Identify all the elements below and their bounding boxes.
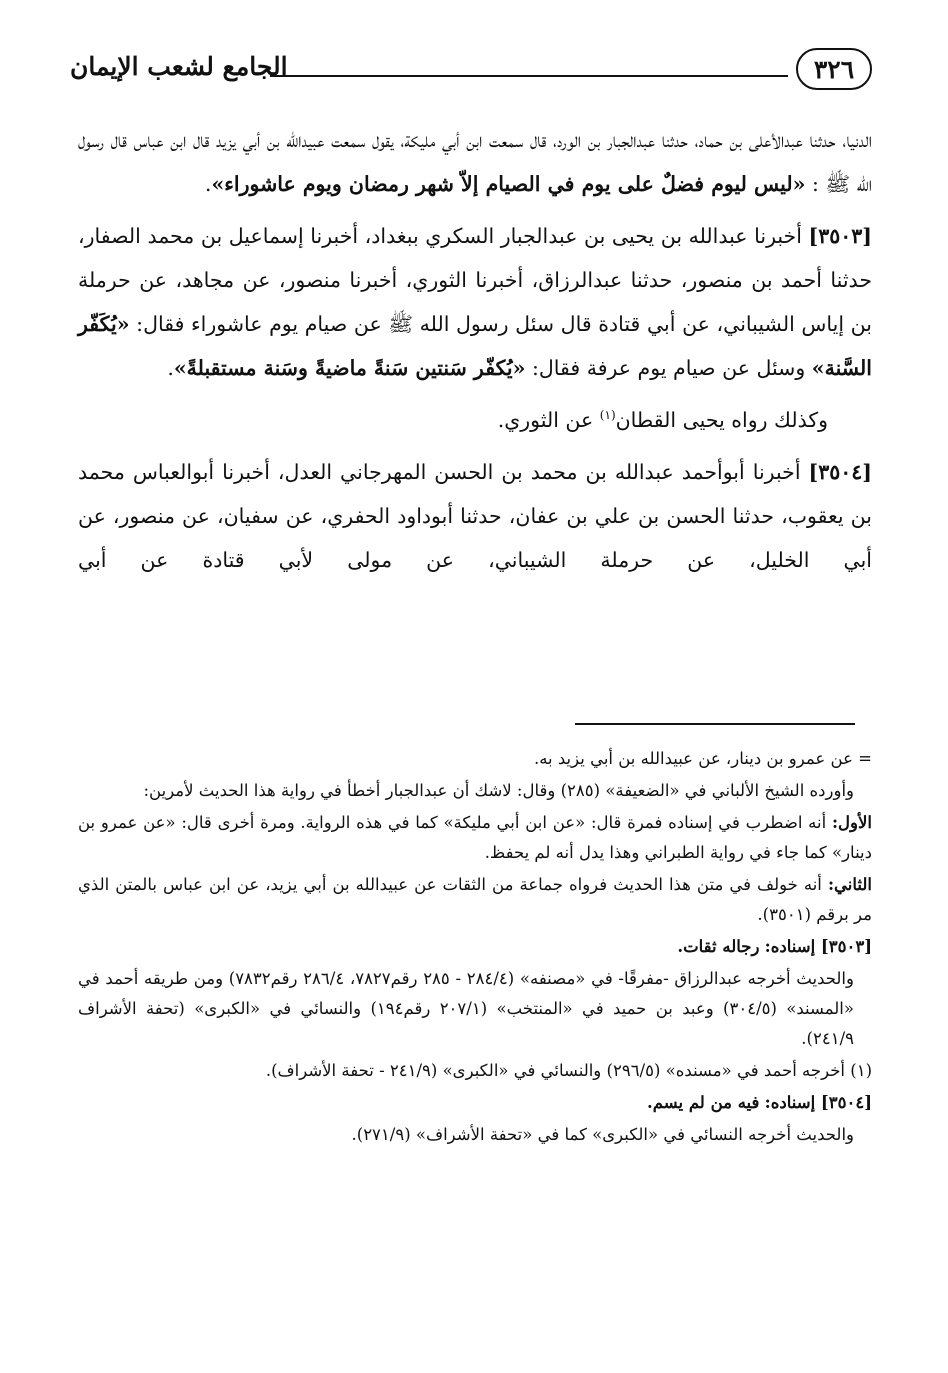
footnote-label: [٣٥٠٤] إسناده: — [764, 1093, 872, 1112]
footnote-divider — [575, 723, 855, 725]
hadith-number: [٣٥٠٤] — [808, 460, 872, 484]
footnote-ref: (١) — [599, 408, 616, 423]
hadith-number: [٣٥٠٣] — [808, 224, 872, 248]
footnote-label: الأول: — [831, 813, 873, 832]
footnote-line — [78, 870, 872, 930]
footnote-label: الثاني: — [827, 875, 872, 894]
sentence-end: . — [204, 172, 212, 196]
paragraph-hadith-3503 — [78, 214, 872, 390]
hadith-quote: «يُكَفّر السَّنة» — [78, 312, 872, 380]
footnote-line: والحديث أخرجه عبدالرزاق -مفرقًا- في «مصنفه» (٢٨٤/٤ - ٢٨٥ رقم٧٨٢٧، ٢٨٦/٤ رقم٧٨٣٢) ومن طريقه أحمد في «المسند» (٣٠٤/٥) وعبد بن حميد في «المنتخب» (٢٠٧/١ رقم١٩٤) والنسائي في «الكبرى» (تحفة الأشراف ٢٤١/٩). — [78, 969, 854, 1048]
header-rule — [270, 75, 788, 77]
main-text — [78, 118, 872, 590]
page-number: ٣٢٦ — [796, 48, 872, 90]
footnote-text: رجاله ثقات. — [677, 937, 760, 956]
footnote-line — [78, 932, 872, 962]
footnote-line: وأورده الشيخ الألباني في «الضعيفة» (٢٨٥) وقال: لاشك أن عبدالجبار أخطأ في رواية هذا الحديث لأمرين: — [143, 781, 854, 800]
footnote-line: (١) أخرجه أحمد في «مسنده» (٢٩٦/٥) والنسائي في «الكبرى» (٢٤١/٩ - تحفة الأشراف). — [265, 1061, 872, 1080]
book-title: الجامع لشعب الإيمان — [70, 52, 288, 81]
paragraph-text: أخبرنا أبوأحمد عبدالله بن محمد بن الحسن المهرجاني العدل، أخبرنا أبوالعباس محمد بن يعقوب، حدثنا الحسن بن علي بن عفان، حدثنا أبوداود الحفري، عن سفيان، عن منصور، عن أبي الخليل، عن حرملة الشيباني، عن مولى لأبي قتادة عن أبي — [78, 460, 872, 572]
paragraph-text: أخبرنا عبدالله بن يحيى بن عبدالجبار السكري ببغداد، أخبرنا إسماعيل بن محمد الصفار، حدثنا أحمد بن منصور، حدثنا عبدالرزاق، أخبرنا الثوري، أخبرنا منصور، عن مجاهد، عن حرملة بن إياس الشيباني، عن أبي قتادة قال سئل رسول الله ﷺ عن صيام يوم عاشوراء فقال: — [78, 224, 872, 336]
paragraph-hadith-3504 — [78, 450, 872, 582]
footnote-text: فيه من لم يسم. — [647, 1093, 760, 1112]
footnote-text: أنه اضطرب في إسناده فمرة قال: «عن ابن أبي مليكة» كما في هذه الرواية. ومرة أخرى قال: «عن عمرو بن دينار» كما جاء في رواية الطبراني وهذا يدل أنه لم يحفظ. — [78, 813, 872, 862]
footnote-line — [78, 1088, 872, 1118]
footnote-line — [78, 808, 872, 868]
paragraph-hadith-continuation — [78, 118, 872, 206]
hadith-quote: «ليس ليوم فضلٌ على يوم في الصيام إلاّ شهر رمضان ويوم عاشوراء» — [211, 172, 806, 196]
paragraph-text: عن الثوري. — [497, 408, 594, 432]
footnote-line: والحديث أخرجه النسائي في «الكبرى» كما في «تحفة الأشراف» (٢٧١/٩). — [351, 1125, 854, 1144]
paragraph-qattan — [78, 398, 872, 442]
footnote-label: [٣٥٠٣] إسناده: — [764, 937, 872, 956]
hadith-quote: «يُكفّر سَنتين سَنةً ماضيةً وسَنة مستقبلةً» — [173, 356, 526, 380]
footnote-line: = عن عمرو بن دينار، عن عبيدالله بن أبي يزيد به. — [533, 749, 872, 768]
page-header — [70, 44, 880, 100]
paragraph-text: وكذلك رواه يحيى القطان — [615, 408, 828, 432]
paragraph-text: الدنيا، حدثنا عبدالأعلى بن حماد، حدثنا عبدالجبار بن الورد، قال سمعت ابن أبي مليكة، يقول سمعت عبيدالله بن أبي يزيد قال ابن عباس قال رسول الله ﷺ : — [78, 128, 872, 196]
footnote-text: أنه خولف في متن هذا الحديث فرواه جماعة من الثقات عن عبيدالله بن أبي يزيد، عن ابن عباس بالمتن الذي مر برقم (٣٥٠١). — [78, 875, 872, 924]
sentence-end: . — [167, 356, 174, 380]
paragraph-text: وسئل عن صيام يوم عرفة فقال: — [531, 356, 806, 380]
footnotes — [78, 744, 872, 1152]
